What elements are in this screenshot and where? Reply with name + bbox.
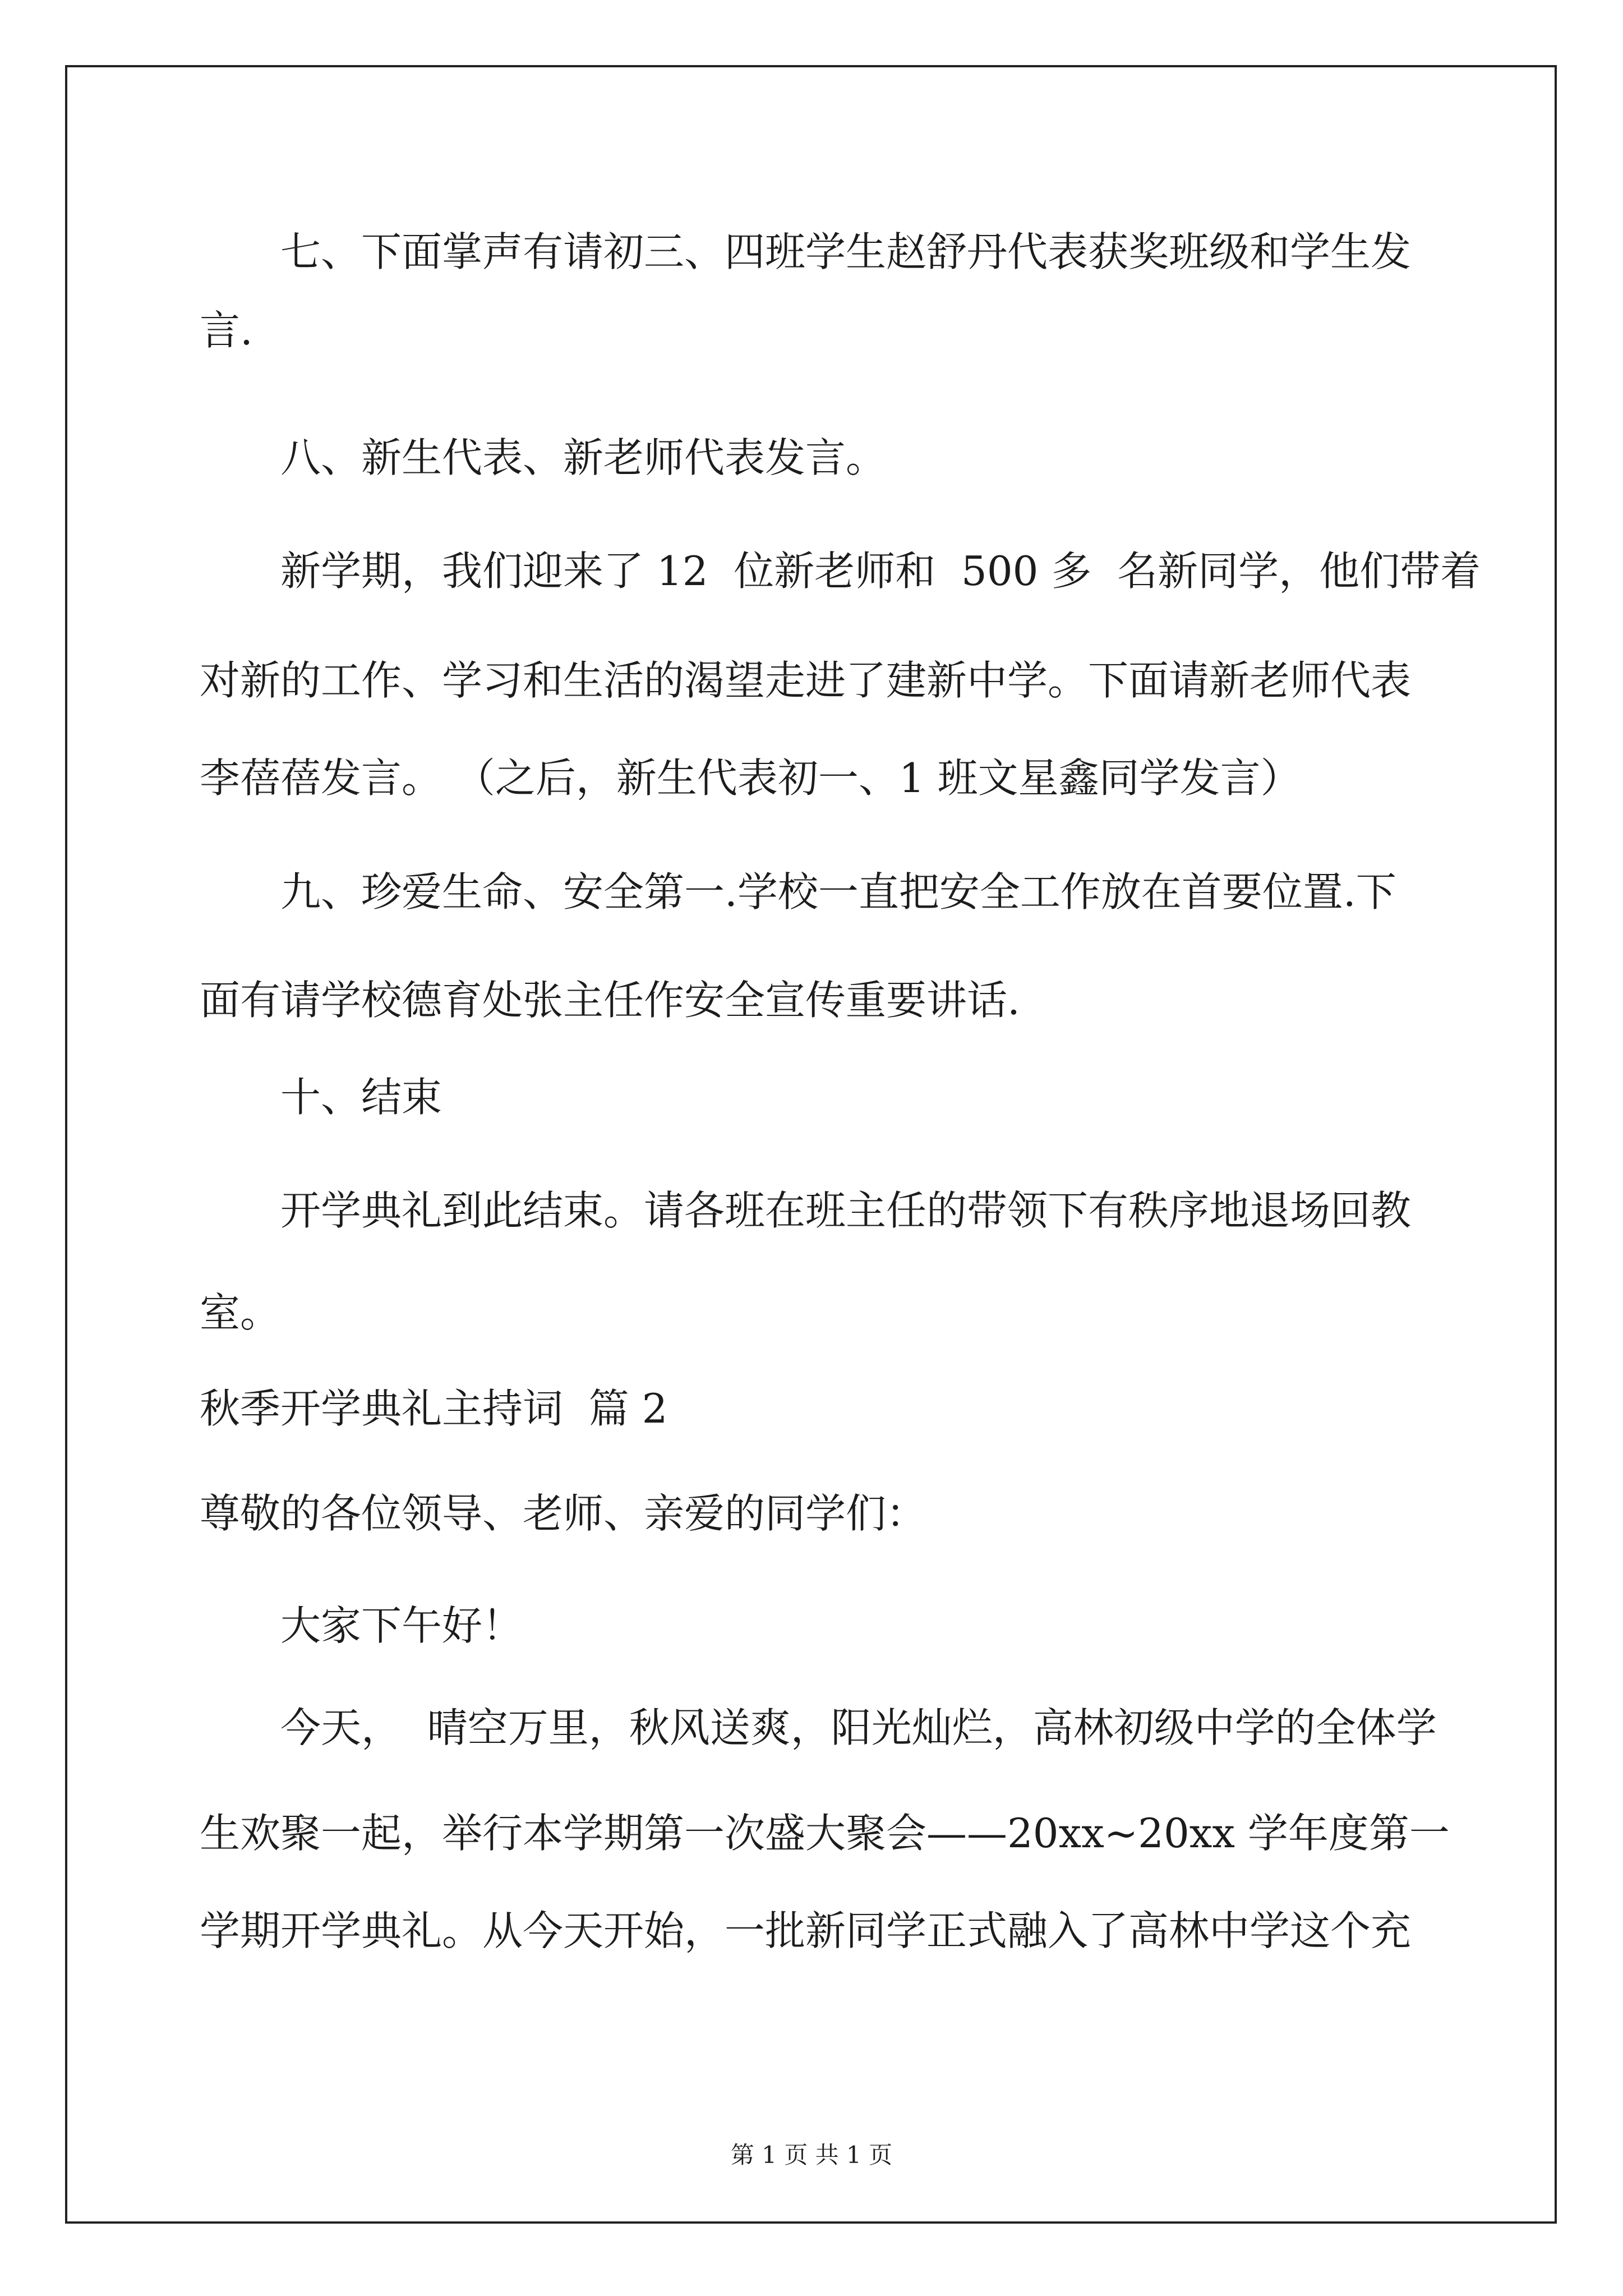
page-footer: 第 1 页 共 1 页 bbox=[730, 2141, 893, 2169]
text-line: 开学典礼到此结束。请各班在班主任的带领下有秩序地退场回教 bbox=[280, 1187, 1412, 1234]
text-line: 七、下面掌声有请初三、四班学生赵舒丹代表获奖班级和学生发 bbox=[280, 228, 1412, 275]
text-line: 九、珍爱生命、安全第一.学校一直把安全工作放在首要位置.下 bbox=[280, 868, 1396, 915]
text-line: 李蓓蓓发言。 （之后，新生代表初一、1 班文星鑫同学发言） bbox=[200, 754, 1301, 802]
text-line: 学期开学典礼。从今天开始，一批新同学正式融入了高林中学这个充 bbox=[200, 1907, 1412, 1954]
text-line: 十、结束 bbox=[280, 1074, 442, 1121]
text-line: 今天， 晴空万里，秋风送爽，阳光灿烂，高林初级中学的全体学 bbox=[280, 1704, 1437, 1751]
text-line: 对新的工作、学习和生活的渴望走进了建新中学。下面请新老师代表 bbox=[200, 657, 1412, 704]
page-border bbox=[65, 65, 1557, 2224]
text-line: 生欢聚一起，举行本学期第一次盛大聚会——20xx~20xx 学年度第一 bbox=[200, 1810, 1450, 1857]
text-line: 八、新生代表、新老师代表发言。 bbox=[280, 434, 887, 481]
text-line: 言. bbox=[200, 307, 253, 354]
section-heading: 秋季开学典礼主持词 篇 2 bbox=[200, 1385, 668, 1432]
text-line: 大家下午好！ bbox=[280, 1602, 523, 1649]
text-line: 新学期，我们迎来了 12 位新老师和 500 多 名新同学，他们带着 bbox=[280, 547, 1481, 595]
text-line: 室。 bbox=[200, 1289, 281, 1336]
text-line: 尊敬的各位领导、老师、亲爱的同学们： bbox=[200, 1490, 927, 1537]
text-line: 面有请学校德育处张主任作安全宣传重要讲话. bbox=[200, 977, 1020, 1024]
